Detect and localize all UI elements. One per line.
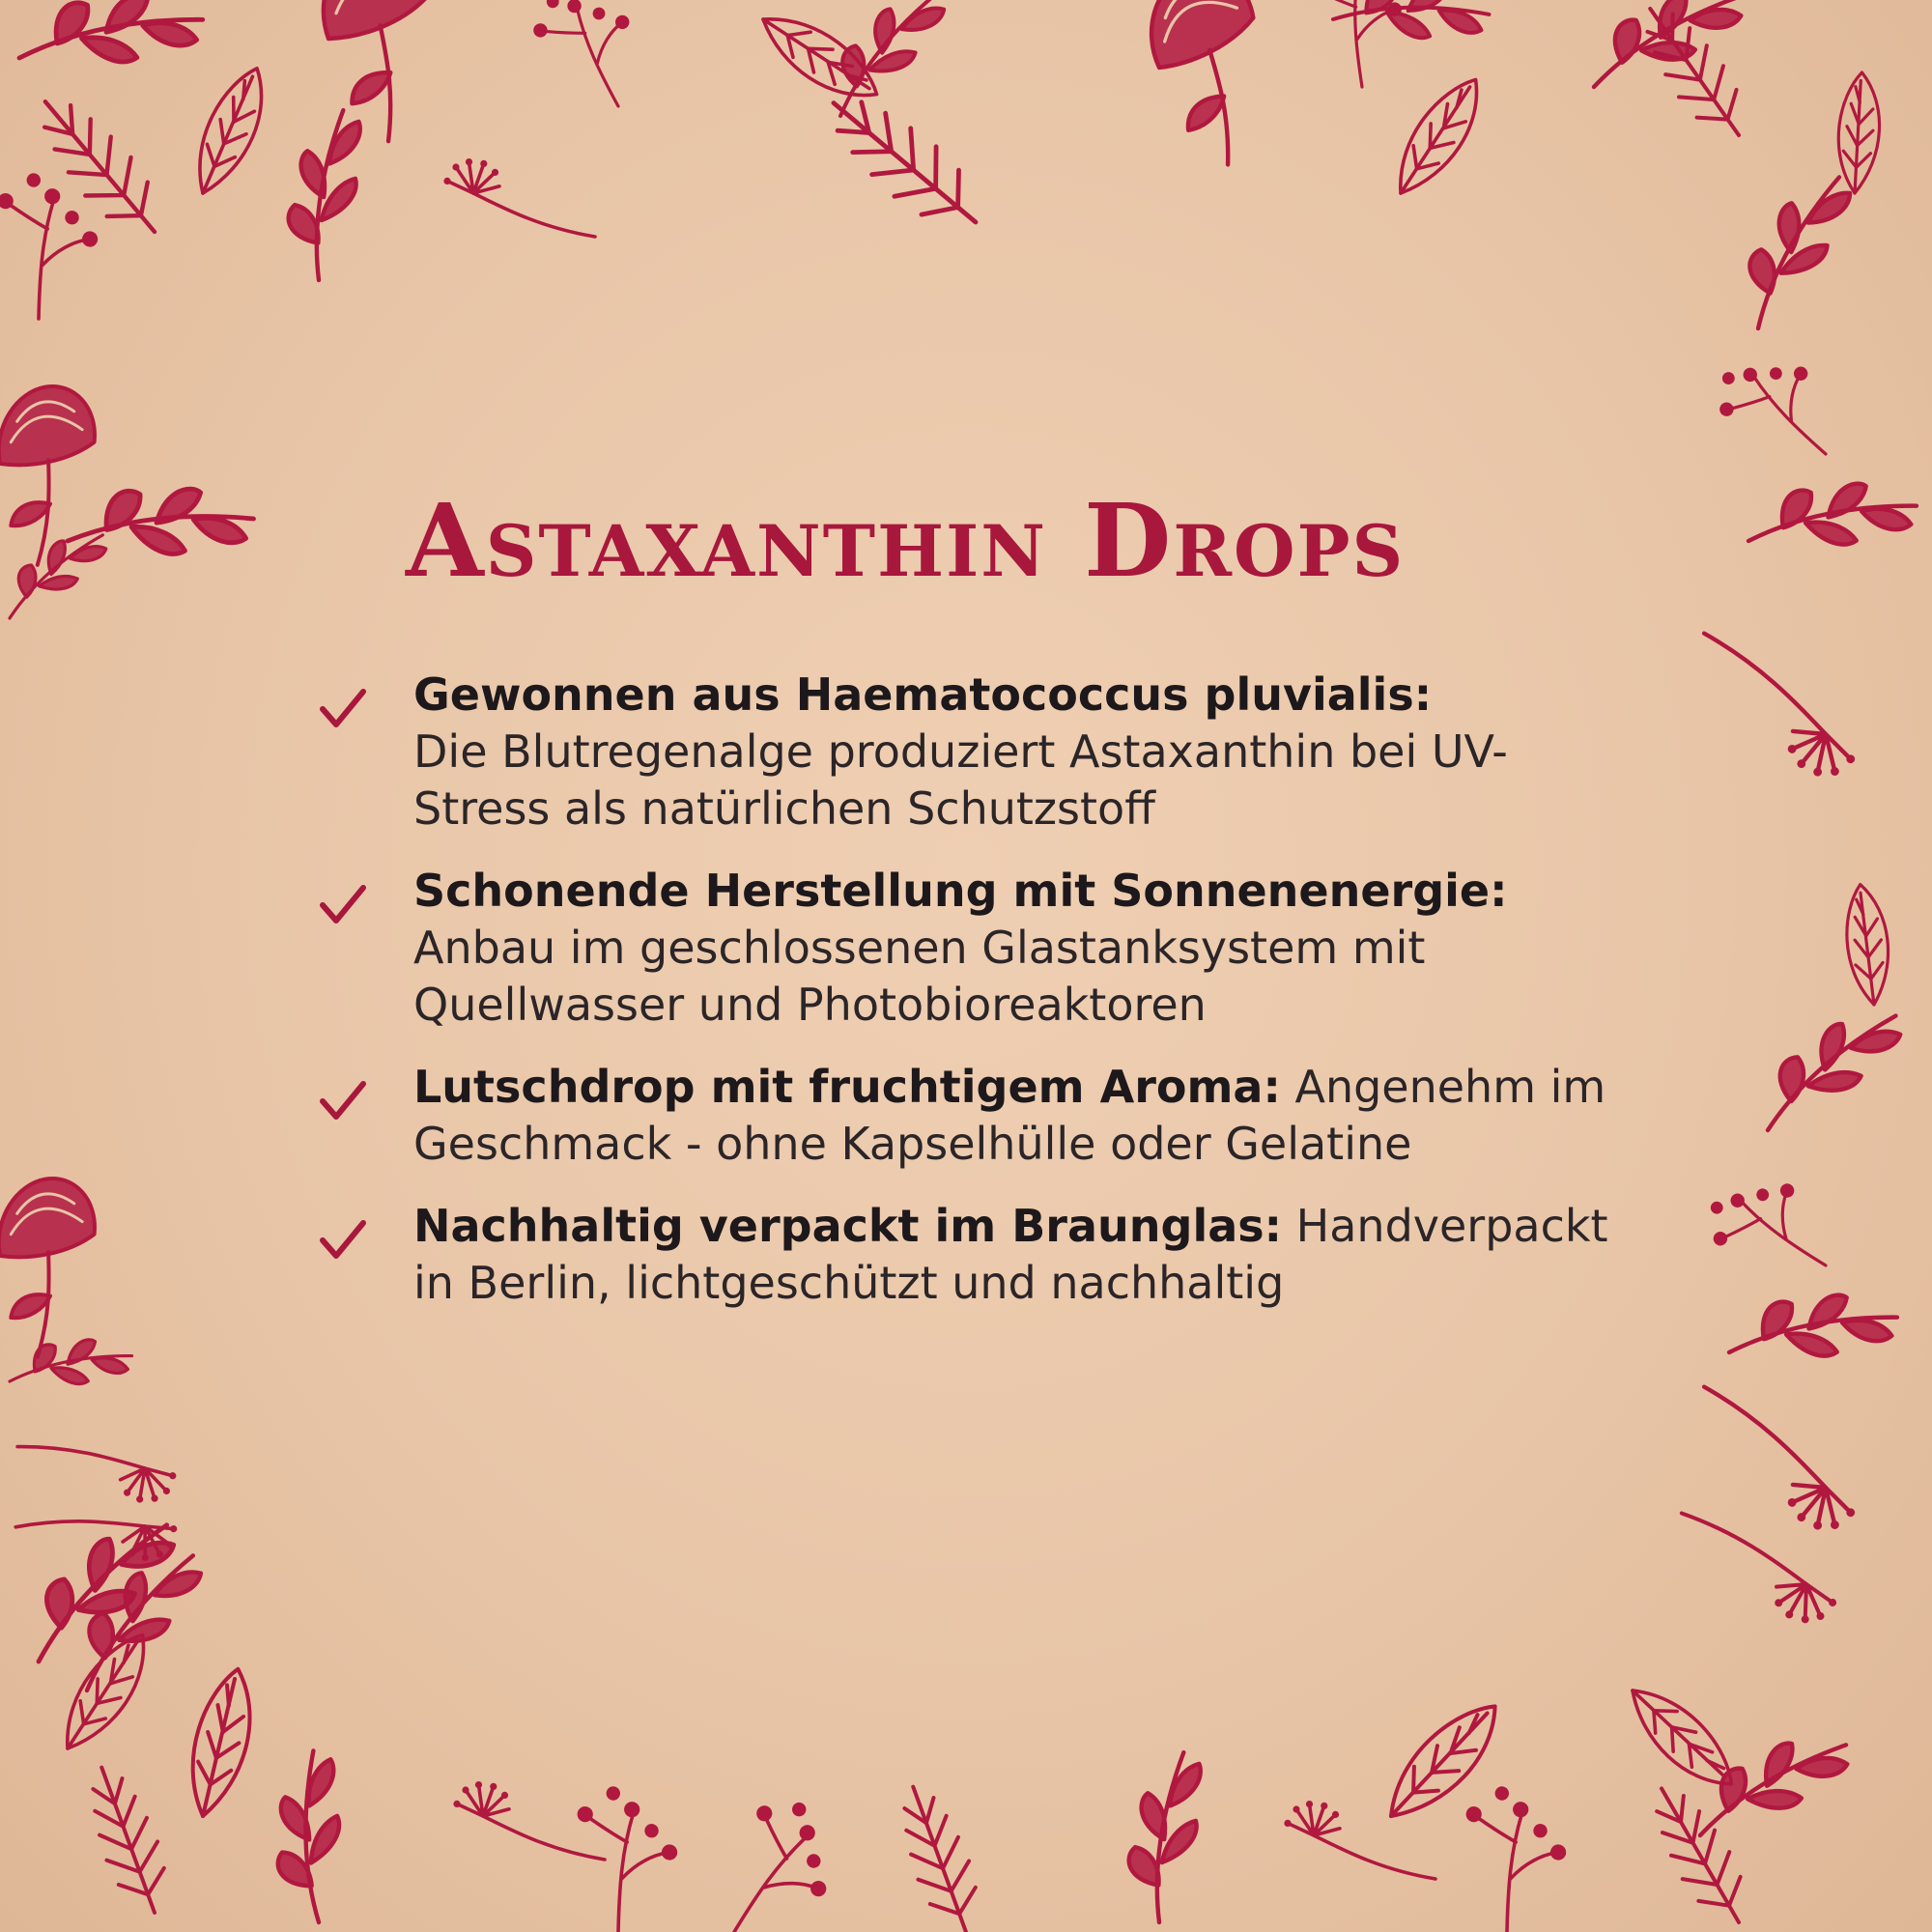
feature-text: Anbau im geschlossenen Glastanksystem mit Quellwasser und Photobioreaktoren xyxy=(413,922,1426,1031)
check-icon xyxy=(319,884,367,926)
feature-item xyxy=(309,667,1642,838)
feature-text: Angenehm im Geschmack - ohne Kapselhülle oder Gelatine xyxy=(413,1061,1606,1170)
feature-heading: Lutschdrop mit fruchtigem Aroma: xyxy=(413,1061,1281,1113)
feature-heading: Gewonnen aus Haematococcus pluvialis: xyxy=(413,668,1433,721)
check-icon xyxy=(319,1219,367,1262)
feature-heading: Nachhaltig verpackt im Braunglas: xyxy=(413,1200,1283,1252)
feature-list xyxy=(309,667,1642,1337)
feature-text: Die Blutregenalge produziert Astaxanthin bei UV-Stress als natürlichen Schutzstoff xyxy=(413,725,1508,835)
check-icon xyxy=(319,1080,367,1122)
feature-item xyxy=(309,1059,1642,1173)
feature-text: Handverpackt in Berlin, lichtgeschützt und nachhaltig xyxy=(413,1200,1608,1309)
feature-item xyxy=(309,1198,1642,1312)
page-title: Astaxanthin Drops xyxy=(406,481,1406,600)
check-icon xyxy=(319,688,367,730)
feature-item xyxy=(309,863,1642,1034)
feature-heading: Schonende Herstellung mit Sonnenenergie: xyxy=(413,865,1508,917)
